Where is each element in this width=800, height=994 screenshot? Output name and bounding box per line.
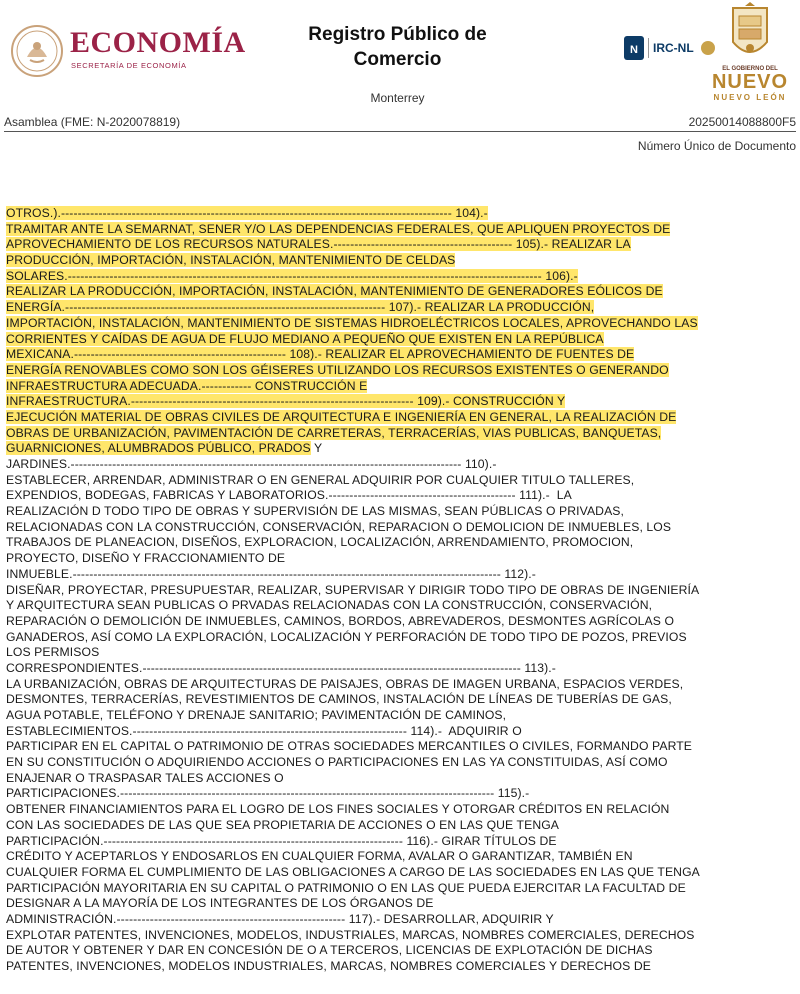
text-line xyxy=(6,802,796,818)
economia-subtitle: SECRETARÍA DE ECONOMÍA xyxy=(71,61,187,70)
line-text: REALIZACIÓN D TODO TIPO DE OBRAS Y SUPERVISIÓN DE LAS MISMAS, SEAN PÚBLICAS O PRIVADAS, xyxy=(6,504,625,519)
line-text: PARTICIPAR EN EL CAPITAL O PATRIMONIO DE OTRAS SOCIEDADES MERCANTILES O CIVILES, FORMANDO PARTE xyxy=(6,739,693,754)
line-text: REPARACIÓN O DEMOLICIÓN DE INMUEBLES, CAMINOS, BORDOS, ABREVADEROS, DESMONTES AGRÍCOLAS O xyxy=(6,613,675,628)
highlighted-text: EJECUCIÓN MATERIAL DE OBRAS CIVILES DE ARQUITECTURA E INGENIERÍA EN GENERAL, LA REALIZACIÓN DE xyxy=(6,409,677,424)
title-line-1: Registro Público de xyxy=(308,24,487,45)
text-line xyxy=(6,865,796,881)
line-text: PROYECTO, DISEÑO Y FRACCIONAMIENTO DE xyxy=(6,551,286,566)
text-line xyxy=(6,284,796,300)
line-text: PARTICIPACIÓN.------------------------------------------------------------------------ 116).- GIRAR TÍTULOS DE xyxy=(6,833,557,848)
line-text: PARTICIPACIÓN MAYORITARIA EN SU CAPITAL O PATRIMONIO O EN LAS QUE PUEDA EJERCITAR LA FACULTAD DE xyxy=(6,880,686,895)
text-line xyxy=(6,771,796,787)
text-line xyxy=(6,724,796,740)
line-text: LOS PERMISOS xyxy=(6,645,100,660)
nuevo-wordmark: NUEVO xyxy=(711,71,789,93)
line-text: ESTABLECER, ARRENDAR, ADMINISTRAR O EN GENERAL ADQUIRIR POR CUALQUIER TITULO TALLERES, xyxy=(6,472,635,487)
line-text: DISEÑAR, PROYECTAR, PRESUPUESTAR, REALIZAR, SUPERVISAR Y DIRIGIR TODO TIPO DE OBRAS DE INGENIERÍA xyxy=(6,582,700,597)
text-line xyxy=(6,630,796,646)
highlighted-text: CORRIENTES Y CAÍDAS DE AGUA DE FLUJO MEDIANO A PEQUEÑO QUE EXISTEN EN LA REPÚBLICA xyxy=(6,331,604,346)
line-text: Y ARQUITECTURA SEAN PUBLICAS O PRVADAS RELACIONADAS CON LA CONSTRUCCIÓN, CONSERVACIÓN, xyxy=(6,598,653,613)
line-text: AGUA POTABLE, TELÉFONO Y DRENAJE SANITARIO; PAVIMENTACIÓN DE CAMINOS, xyxy=(6,708,507,722)
highlighted-text: IMPORTACIÓN, INSTALACIÓN, MANTENIMIENTO DE SISTEMAS HIDROELÉCTRICOS LOCALES, APROVECHANDO LAS xyxy=(6,315,698,330)
text-line xyxy=(6,661,796,677)
highlighted-text: REALIZAR LA PRODUCCIÓN, IMPORTACIÓN, INSTALACIÓN, MANTENIMIENTO DE GENERADORES EÓLICOS DE xyxy=(6,284,663,299)
text-line xyxy=(6,394,796,410)
nuevo-leon-label: NUEVO LEÓN xyxy=(713,93,787,102)
text-line xyxy=(6,441,796,457)
nuevo-leon-logo xyxy=(705,2,795,102)
text-line xyxy=(6,269,796,285)
line-text: OBTENER FINANCIAMIENTOS PARA EL LOGRO DE LOS FINES SOCIALES Y OTORGAR CRÉDITOS EN RELACIÓN xyxy=(6,802,670,817)
text-line xyxy=(6,410,796,426)
text-line xyxy=(6,206,796,222)
text-line xyxy=(6,363,796,379)
line-text: DESIGNAR A LA MAYORÍA DE LOS INTEGRANTES DE LOS ÓRGANOS DE xyxy=(6,896,434,911)
text-line xyxy=(6,551,796,567)
text-line xyxy=(6,237,796,253)
irc-nl-text: IRC-NL xyxy=(653,41,694,55)
line-text: EXPLOTAR PATENTES, INVENCIONES, MODELOS, INDUSTRIALES, MARCAS, NOMBRES COMERCIALES, DERECHOS xyxy=(6,927,695,942)
gobierno-label: EL GOBIERNO DEL xyxy=(722,66,778,72)
text-line xyxy=(6,426,796,442)
highlighted-text: APROVECHAMIENTO DE LOS RECURSOS NATURALES.------------------------------------------- 105).- REALIZAR LA xyxy=(6,237,631,252)
text-line xyxy=(6,598,796,614)
line-text: EXPENDIOS, BODEGAS, FABRICAS Y LABORATORIOS.--------------------------------------------- 111).- LA xyxy=(6,488,572,503)
document-number-label: Número Único de Documento xyxy=(637,139,796,153)
nuevo-leon-shield-icon xyxy=(705,2,795,66)
text-line xyxy=(6,849,796,865)
text-line xyxy=(6,332,796,348)
text-line xyxy=(6,520,796,536)
text-line xyxy=(6,928,796,944)
text-line xyxy=(6,755,796,771)
text-line xyxy=(6,739,796,755)
text-line xyxy=(6,959,796,975)
text-line xyxy=(6,645,796,661)
text-line xyxy=(6,677,796,693)
header-divider xyxy=(4,131,796,132)
highlighted-text: ENERGÍA.----------------------------------------------------------------------------- 107).- REALIZAR LA PRODUCCIÓN, xyxy=(6,300,595,315)
document-type: Asamblea (FME: N-2020078819) xyxy=(4,115,181,129)
text-line xyxy=(6,300,796,316)
highlighted-text: TRAMITAR ANTE LA SEMARNAT, SENER Y/O LAS DEPENDENCIAS FEDERALES, QUE APLIQUEN PROYECTOS DE xyxy=(6,221,671,236)
text-line xyxy=(6,457,796,473)
line-tail-text: Y xyxy=(310,441,323,456)
highlighted-text: PRODUCCIÓN, IMPORTACIÓN, INSTALACIÓN, MANTENIMIENTO DE CELDAS xyxy=(6,253,456,268)
line-text: ENAJENAR O TRASPASAR TALES ACCIONES O xyxy=(6,770,284,785)
highlighted-text: GUARNICIONES, ALUMBRADOS PÚBLICO, PRADOS xyxy=(6,441,311,456)
line-text: JARDINES.---------------------------------------------------------------------------------------------- 110).- xyxy=(6,457,497,471)
text-line xyxy=(6,222,796,238)
title-line-2: Comercio xyxy=(353,49,442,70)
mexico-seal-icon xyxy=(10,24,64,78)
text-line xyxy=(6,614,796,630)
line-text: PARTICIPACIONES.------------------------------------------------------------------------------------------ 115).- xyxy=(6,786,530,801)
highlighted-text: MEXICANA.--------------------------------------------------- 108).- REALIZAR EL APROVECHAMIENTO DE FUENTES DE xyxy=(6,347,635,362)
text-line xyxy=(6,912,796,928)
line-text: ESTABLECIMIENTOS.------------------------------------------------------------------ 114).- ADQUIRIR O xyxy=(6,723,522,738)
document-number: 20250014088800F5 xyxy=(688,115,796,129)
document-body xyxy=(6,206,796,975)
economia-wordmark: ECONOMÍA xyxy=(70,26,246,59)
highlighted-text: SOLARES.------------------------------------------------------------------------------------------------------------------ 106).- xyxy=(6,268,578,283)
text-line xyxy=(6,583,796,599)
line-text: EN SU CONSTITUCIÓN O ADQUIRIENDO ACCIONES O PARTICIPACIONES EN LAS YA CONSTITUIDAS, ASÍ COMO xyxy=(6,755,668,770)
text-line xyxy=(6,567,796,583)
text-line xyxy=(6,708,796,724)
line-text: INMUEBLE.------------------------------------------------------------------------------------------------------- 112).- xyxy=(6,566,536,581)
line-text: CON LAS SOCIEDADES DE LAS QUE SEA PROPIETARIA DE ACCIONES O EN LAS QUE TENGA xyxy=(6,817,560,832)
text-line xyxy=(6,253,796,269)
page-title xyxy=(290,22,505,72)
highlighted-text: INFRAESTRUCTURA ADECUADA.------------ CONSTRUCCIÓN E xyxy=(6,378,368,393)
text-line xyxy=(6,896,796,912)
line-text: CUALQUIER FORMA EL CUMPLIMIENTO DE LAS OBLIGACIONES A CARGO DE LAS SOCIEDADES EN LAS QUE TENGA xyxy=(6,864,700,879)
line-text: DE AUTOR Y OBTENER Y DAR EN CONCESIÓN DE O A TERCEROS, LICENCIAS DE EXPLOTACIÓN DE DICHAS xyxy=(6,943,653,958)
highlighted-text: OTROS.).---------------------------------------------------------------------------------------------- 104).- xyxy=(6,206,488,220)
line-text: CRÉDITO Y ACEPTARLOS Y ENDOSARLOS EN CUALQUIER FORMA, AVALAR O GARANTIZAR, TAMBIÉN EN xyxy=(6,849,633,864)
svg-text:N: N xyxy=(630,44,638,56)
highlighted-text: OBRAS DE URBANIZACIÓN, PAVIMENTACIÓN DE CARRETERAS, TERRACERÍAS, VIAS PUBLICAS, BANQUETAS, xyxy=(6,425,662,440)
text-line xyxy=(6,881,796,897)
line-text: TRABAJOS DE PLANEACION, DISEÑOS, EXPLORACION, LOCALIZACIÓN, ARRENDAMIENTO, PROMOCION, xyxy=(6,535,634,550)
line-text: GANADEROS, ASÍ COMO LA EXPLORACIÓN, LOCALIZACIÓN Y PERFORACIÓN DE TODO TIPO DE POZOS, PREVIOS xyxy=(6,629,687,644)
line-text: LA URBANIZACIÓN, OBRAS DE ARQUITECTURAS DE PAISAJES, OBRAS DE IMAGEN URBANA, ESPACIOS VERDES, xyxy=(6,676,684,691)
line-text: DESMONTES, TERRACERÍAS, REVESTIMIENTOS DE CAMINOS, INSTALACIÓN DE LÍNEAS DE TUBERÍAS DE GAS, xyxy=(6,692,672,707)
text-line xyxy=(6,473,796,489)
document-header xyxy=(0,0,800,115)
economia-logo xyxy=(10,24,255,74)
highlighted-text: ENERGÍA RENOVABLES COMO SON LOS GÉISERES UTILIZANDO LOS RECURSOS EXISTENTES O GENERANDO xyxy=(6,362,669,377)
city-label: Monterrey xyxy=(370,91,425,105)
text-line xyxy=(6,347,796,363)
document-meta-row xyxy=(4,115,796,129)
line-text: RELACIONADAS CON LA CONSTRUCCIÓN, CONSERVACIÓN, REPARACION O DEMOLICION DE INMUEBLES, LOS xyxy=(6,519,672,534)
text-line xyxy=(6,818,796,834)
line-text: PATENTES, INVENCIONES, MODELOS INDUSTRIALES, MARCAS, NOMBRES COMERCIALES Y DERECHOS DE xyxy=(6,959,651,973)
text-line xyxy=(6,535,796,551)
text-line xyxy=(6,692,796,708)
text-line xyxy=(6,834,796,850)
irc-nl-logo xyxy=(622,30,717,66)
line-text: ADMINISTRACIÓN.------------------------------------------------------- 117).- DESARROLLAR, ADQUIRIR Y xyxy=(6,911,554,926)
highlighted-text: INFRAESTRUCTURA.-------------------------------------------------------------------- 109).- CONSTRUCCIÓN Y xyxy=(6,394,566,409)
text-line xyxy=(6,379,796,395)
text-line xyxy=(6,488,796,504)
line-text: CORRESPONDIENTES.------------------------------------------------------------------------------------------- 113).- xyxy=(6,660,556,675)
text-line xyxy=(6,943,796,959)
text-line xyxy=(6,504,796,520)
text-line xyxy=(6,786,796,802)
text-line xyxy=(6,316,796,332)
